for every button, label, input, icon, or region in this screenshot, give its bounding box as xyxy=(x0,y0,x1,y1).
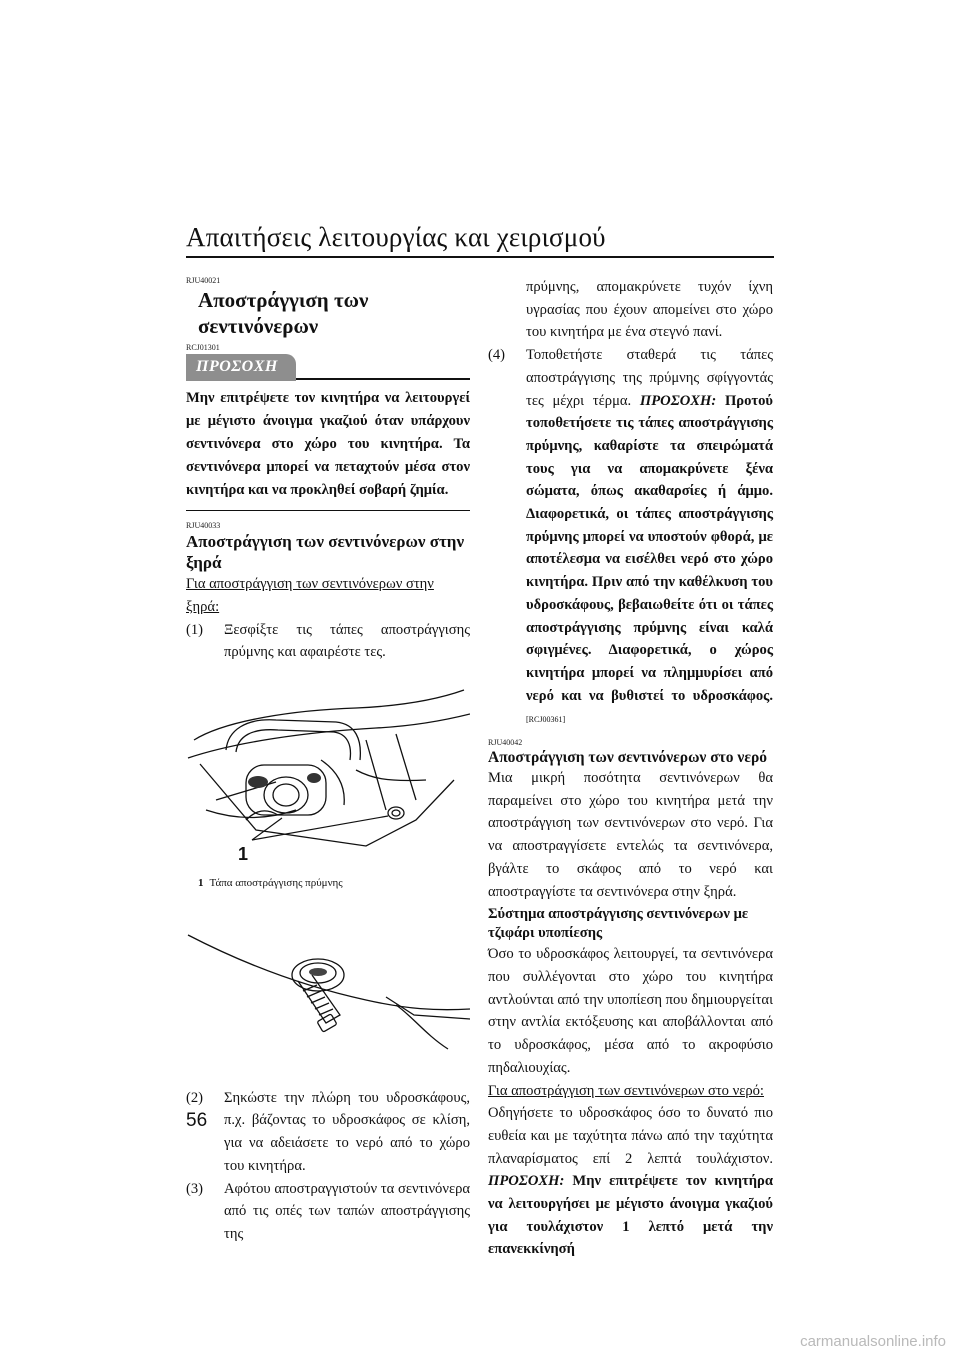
step-4 xyxy=(488,344,773,732)
water-paragraph: Μια μικρή ποσότητα σεντινόνερων θα παραμείνει στο χώρο του κινητήρα μετά την αποστράγγιση των σεντινόνερων στο νερό. Για να αποστραγγίσετε εντελώς τα σεντινόνερα, βγάλτε το σκάφος από το νερό και αποστραγγίστε τα σεντινόνερα στην ξηρά. xyxy=(488,770,773,900)
subsection-code: RJU40033 xyxy=(186,521,221,531)
caution-header xyxy=(186,354,470,381)
section-code: RJU40021 xyxy=(186,276,221,285)
step-text: Σηκώστε την πλώρη του υδροσκάφους, π.χ. βάζοντας το υδροσκάφος σε κλίση, για να αδειάσετε το νερό από το χώρο του κινητήρα. xyxy=(224,1089,470,1174)
step-number: (2) xyxy=(186,1089,204,1106)
page-header-title: Απαιτήσεις λειτουργίας και χειρισμού xyxy=(186,222,606,252)
step-1 xyxy=(186,619,470,664)
step-number: (4) xyxy=(488,347,506,364)
section-title: Αποστράγγιση των σεντινόνερων xyxy=(198,288,369,338)
page-number: 56 xyxy=(186,1110,208,1131)
step-2 xyxy=(186,1087,470,1178)
water-caution-label: ΠΡΟΣΟΧΗ: xyxy=(488,1173,565,1190)
caution-code: RCJ01301 xyxy=(186,343,220,352)
header-rule xyxy=(186,256,774,258)
subsection-title-dry: Αποστράγγιση των σεντινόνερων στην ξηρά xyxy=(186,532,465,573)
caution-rule xyxy=(296,378,470,380)
left-column xyxy=(186,276,470,1246)
right-column xyxy=(488,276,773,1261)
step-3 xyxy=(186,1178,470,1246)
step-4-caution-text: Προτού τοποθετήσετε τις τάπες αποστράγγισης πρύμνης, καθαρίστε τα σπειρώματά τους για να απομακρύνετε ξένα σώματα, όπως ακαθαρσίες ή άμμο. Διαφορετικά, οι τάπες αποστράγγισης πρύμνης μπορεί να υποστούν φθορά, με αποτέλεσμα να εισέλθει νερό στο χώρο κινητήρα. Πριν από την καθέλκυση του υδροσκάφους, βεβαιωθείτε ότι οι τάπες αποστράγγισης πρύμνης είναι καλά σφιγμένες. Διαφορετικά, ο χώρος κινητήρα μπορεί να πλημμυρίσει από νερό και να βυθιστεί το υδροσκάφος. xyxy=(526,392,773,704)
figure-caption xyxy=(198,872,470,895)
system-paragraph: Όσο το υδροσκάφος λειτουργεί, τα σεντινόνερα που συλλέγονται στο χώρο του κινητήρα αντλούνται από την υποπίεση που δημιουργείται στην αντλία εκτόξευσης και αποβάλλονται από το υδροσκάφος, μέσα από το ακροφύσιο πηδαλιουχίας. xyxy=(488,946,773,1076)
step-text: Ξεσφίξτε τις τάπες αποστράγγισης πρύμνης και αφαιρέστε τες. xyxy=(224,621,470,661)
water-steps-paragraph xyxy=(488,1102,773,1261)
drain-plug-illustration xyxy=(186,925,470,1065)
step-4-caution-label: ΠΡΟΣΟΧΗ: xyxy=(639,392,717,409)
subsection-code: RJU40042 xyxy=(488,738,523,748)
caption-text: Τάπα αποστράγγισης πρύμνης xyxy=(209,877,343,890)
caption-number: 1 xyxy=(198,877,204,890)
step-4-text: Τοποθετήστε σταθερά τις τάπες αποστράγγισης της πρύμνης σφίγγοντάς τες μέχρι τέρμα. xyxy=(526,347,773,409)
figure-callout-1: 1 xyxy=(238,844,249,865)
engine-compartment-illustration xyxy=(186,670,470,870)
step-text: Αφότου αποστραγγιστούν τα σεντινόνερα από τις οπές των ταπών αποστράγγισης της xyxy=(224,1180,470,1242)
step-number: (3) xyxy=(186,1180,204,1197)
subsection-title-water: Αποστράγγιση των σεντινόνερων στο νερό xyxy=(488,749,768,767)
caution-reference-code: [RCJ00361] xyxy=(526,715,566,725)
caution-end-rule xyxy=(186,510,470,512)
caution-text: Μην επιτρέψετε τον κινητήρα να λειτουργεί με μέγιστο άνοιγμα γκαζιού όταν υπάρχουν σεντινόνερα στο χώρο του κινητήρα. Τα σεντινόνερα μπορεί να πεταχτούν μέσα στον κινητήρα και να προκληθεί σοβαρή ζημία. xyxy=(186,389,470,498)
step-text xyxy=(526,344,773,732)
water-intro: Για αποστράγγιση των σεντινόνερων στο νερό: xyxy=(488,1082,764,1099)
step-3-continued: πρύμνης, απομακρύνετε τυχόν ίχνη υγρασίας που έχουν απομείνει στο χώρο του κινητήρα με ένα στεγνό πανί. xyxy=(526,279,773,341)
watermark: carmanualsonline.info xyxy=(800,1333,946,1350)
dry-intro: Για αποστράγγιση των σεντινόνερων στην ξηρά: xyxy=(186,576,434,615)
system-title: Σύστημα αποστράγγισης σεντινόνερων με τζιφάρι υποπίεσης xyxy=(488,906,749,942)
water-caution-text: Μην επιτρέψετε τον κινητήρα να λειτουργήσει με μέγιστο άνοιγμα γκαζιού για τουλάχιστον 1 λεπτό μετά την επανεκκίνησή xyxy=(488,1173,773,1258)
caution-badge: ΠΡΟΣΟΧΗ xyxy=(186,354,296,381)
water-steps-text: Οδηγήσετε το υδροσκάφος όσο το δυνατό πιο ευθεία και με ταχύτητα πάνω από την ταχύτητα πλαναρίσματος επί 2 λεπτά τουλάχιστον. xyxy=(488,1105,773,1167)
step-number: (1) xyxy=(186,621,204,638)
